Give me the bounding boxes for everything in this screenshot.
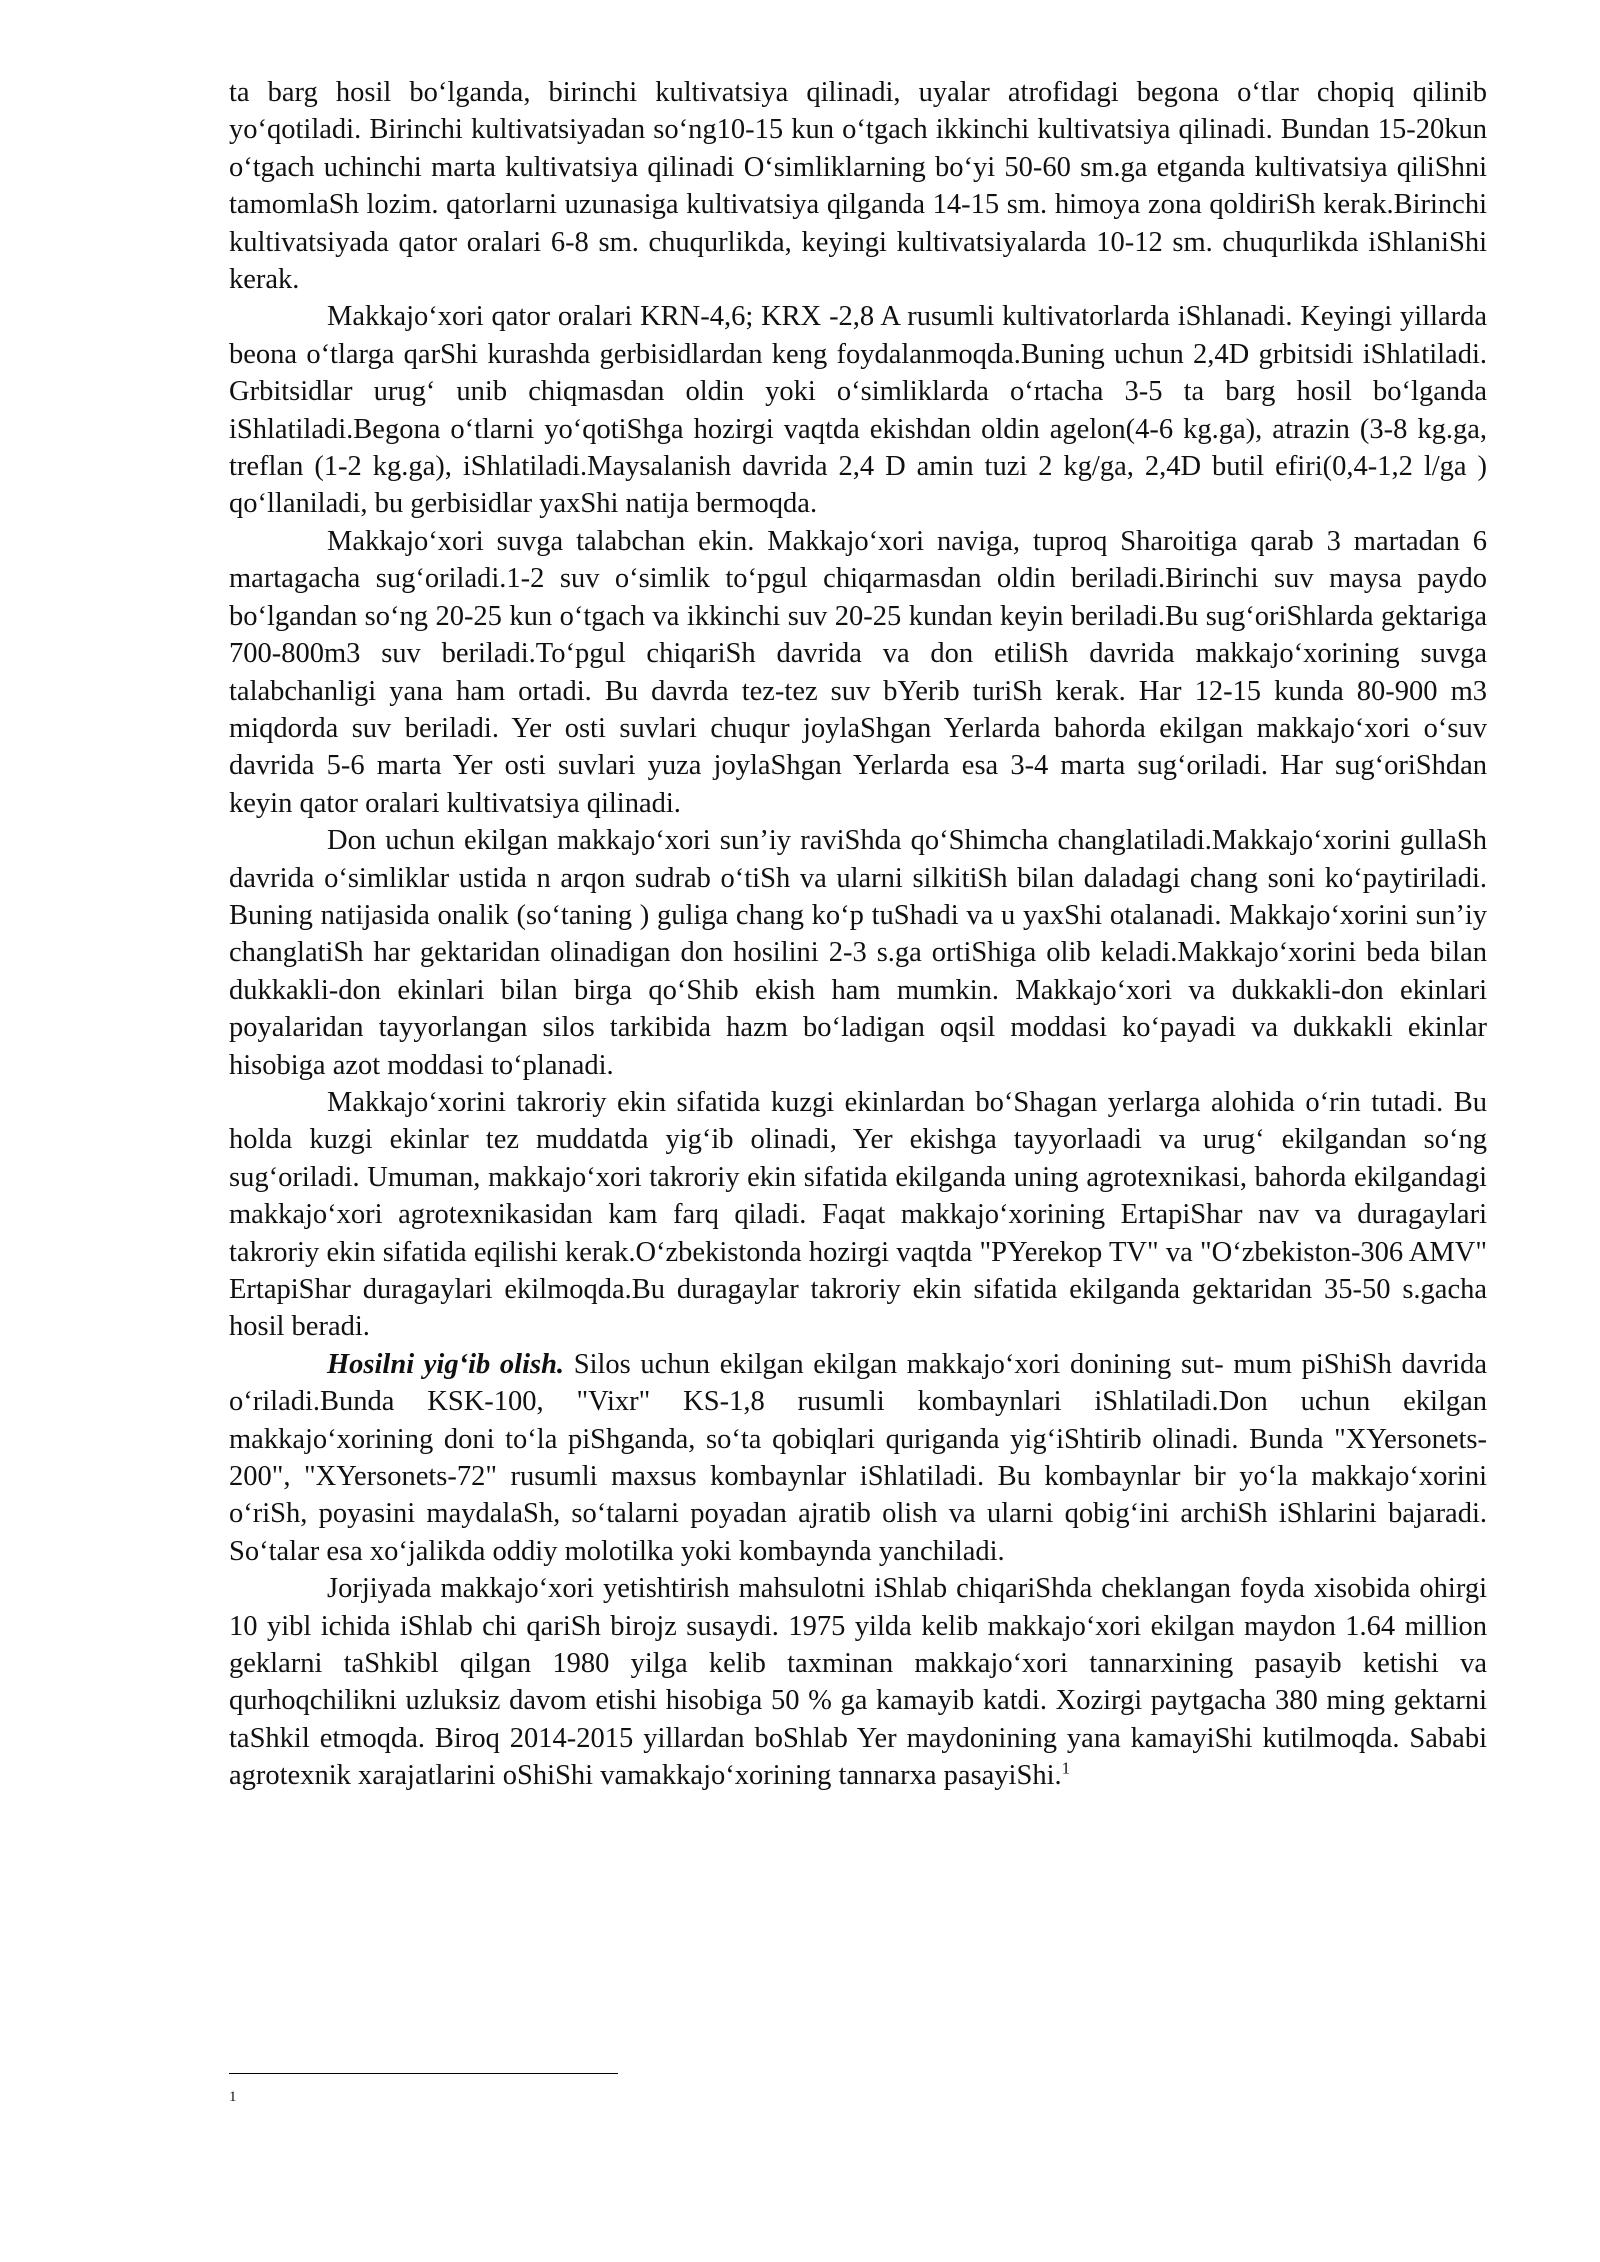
paragraph-1: ta barg hosil bo‘lganda, birinchi kultivatsiya qilinadi, uyalar atrofidagi begona o‘tlar chopiq qilinib yo‘qotiladi. Birinchi kultivatsiyadan so‘ng10-15 kun o‘tgach ikkinchi kultivatsiya qilinadi. Bundan 15-20kun o‘tgach uchinchi marta kultivatsiya qilinadi O‘simliklarning bo‘yi 50-60 sm.ga etganda kultivatsiya qiliShni tamomlaSh lozim. qatorlarni uzunasiga kultivatsiya qilganda 14-15 sm. himoya zona qoldiriSh kerak.Birinchi kultivatsiyada qator oralari 6-8 sm. chuqurlikda, keyingi kultivatsiyalarda 10-12 sm. chuqurlikda iShlaniShi kerak. xyxy=(229,77,1487,296)
paragraph-2: Makkajo‘xori qator oralari KRN-4,6; KRX -2,8 A rusumli kultivatorlarda iShlanadi. Keyingi yillarda beona o‘tlarga qarShi kurashda gerbisidlardan keng foydalanmoqda.Buning uchun 2,4D grbitsidi iShlatiladi. Grbitsidlar urug‘ unib chiqmasdan oldin yoki o‘simliklarda o‘rtacha 3-5 ta barg hosil bo‘lganda iShlatiladi.Begona o‘tlarni yo‘qotiShga hozirgi vaqtda ekishdan oldin agelon(4-6 kg.ga), atrazin (3-8 kg.ga, treflan (1-2 kg.ga), iShlatiladi.Maysalanish davrida 2,4 D amin tuzi 2 kg/ga, 2,4D butil efiri(0,4-1,2 l/ga ) qo‘llaniladi, bu gerbisidlar yaxShi natija bermoqda. xyxy=(229,301,1487,520)
paragraph-4: Don uchun ekilgan makkajo‘xori sun’iy raviShda qo‘Shimcha changlatiladi.Makkajo‘xorini gullaSh davrida o‘simliklar ustida n arqon sudrab o‘tiSh va ularni silkitiSh bilan daladagi chang soni ko‘paytiriladi. Buning natijasida onalik (so‘taning ) guliga chang ko‘p tuShadi va u yaxShi otalanadi. Makkajo‘xorini sun’iy changlatiSh har gektaridan olinadigan don hosilini 2-3 s.ga ortiShiga olib keladi.Makkajo‘xorini beda bilan dukkakli-don ekinlari bilan birga qo‘Shib ekish ham mumkin. Makkajo‘xori va dukkakli-don ekinlari poyalaridan tayyorlangan silos tarkibida hazm bo‘ladigan oqsil moddasi ko‘payadi va dukkakli ekinlar hisobiga azot moddasi to‘planadi. xyxy=(229,825,1487,1081)
footnote-number: 1 xyxy=(229,2089,237,2105)
paragraph-6-text: Silos uchun ekilgan ekilgan makkajo‘xori donining sut- mum piShiSh davrida o‘riladi.Bunda KSK-100, "Vixr" KS-1,8 rusumli kombaynlari iShlatiladi.Don uchun ekilgan makkajo‘xorining doni to‘la piShganda, so‘ta qobiqlari quriganda yig‘iShtirib olinadi. Bunda "XYersonets-200", "XYersonets-72" rusumli maxsus kombaynlar iShlatiladi. Bu kombaynlar bir yo‘la makkajo‘xorini o‘riSh, poyasini maydalaSh, so‘talarni poyadan ajratib olish va ularni qobig‘ini archiSh iShlarini bajaradi. So‘talar esa xo‘jalikda oddiy molotilka yoki kombaynda yanchiladi. xyxy=(229,1348,1488,1567)
section-heading: Hosilni yig‘ib olish. xyxy=(327,1348,565,1380)
document-body xyxy=(229,74,1487,1795)
footnote-separator xyxy=(229,2073,618,2074)
paragraph-3: Makkajo‘xori suvga talabchan ekin. Makkajo‘xori naviga, tuproq Sharoitiga qarab 3 martadan 6 martagacha sug‘oriladi.1-2 suv o‘simlik to‘pgul chiqarmasdan oldin beriladi.Birinchi suv maysa paydo bo‘lgandan so‘ng 20-25 kun o‘tgach va ikkinchi suv 20-25 kundan keyin beriladi.Bu sug‘oriShlarda gektariga 700-800m3 suv beriladi.To‘pgul chiqariSh davrida va don etiliSh davrida makkajo‘xorining suvga talabchanligi yana ham ortadi. Bu davrda tez-tez suv bYerib turiSh kerak. Har 12-15 kunda 80-900 m3 miqdorda suv beriladi. Yer osti suvlari chuqur joylaShgan Yerlarda bahorda ekilgan makkajo‘xori o‘suv davrida 5-6 marta Yer osti suvlari yuza joylaShgan Yerlarda esa 3-4 marta sug‘oriladi. Har sug‘oriShdan keyin qator oralari kultivatsiya qilinadi. xyxy=(229,525,1487,819)
paragraph-5: Makkajo‘xorini takroriy ekin sifatida kuzgi ekinlardan bo‘Shagan yerlarga alohida o‘rin tutadi. Bu holda kuzgi ekinlar tez muddatda yig‘ib olinadi, Yer ekishga tayyorlaadi va urug‘ ekilgandan so‘ng sug‘oriladi. Umuman, makkajo‘xori takroriy ekin sifatida ekilganda uning agrotexnikasi, bahorda ekilgandagi makkajo‘xori agrotexnikasidan kam farq qiladi. Faqat makkajo‘xorining ErtapiShar nav va duragaylari takroriy ekin sifatida eqilishi kerak.O‘zbekistonda hozirgi vaqtda "PYerekop TV" va "O‘zbekiston-306 AMV" ErtapiShar duragaylari ekilmoqda.Bu duragaylar takroriy ekin sifatida ekilganda gektaridan 35-50 s.gacha hosil beradi. xyxy=(229,1086,1487,1343)
paragraph-6 xyxy=(229,1346,1487,1570)
footnote-reference[interactable]: 1 xyxy=(1061,1758,1071,1778)
paragraph-7-text: Jorjiyada makkajo‘xori yetishtirish mahsulotni iShlab chiqariShda cheklangan foyda xisobida ohirgi 10 yibl ichida iShlab chi qariSh birojz susaydi. 1975 yilda kelib makkajo‘xori ekilgan maydon 1.64 million geklarni taShkibl qilgan 1980 yilga kelib taxminan makkajo‘xori tannarxining pasayib ketishi va qurhoqchilikni uzluksiz davom etishi hisobiga 50 % ga kamayib katdi. Xozirgi paytgacha 380 ming gektarni taShkil etmoqda. Biroq 2014-2015 yillardan boShlab Yer maydonining yana kamayiShi kutilmoqda. Sababi agrotexnik xarajatlarini oShiShi vamakkajo‘xorining tannarxa pasayiShi. xyxy=(229,1573,1487,1792)
paragraph-7 xyxy=(229,1570,1487,1794)
